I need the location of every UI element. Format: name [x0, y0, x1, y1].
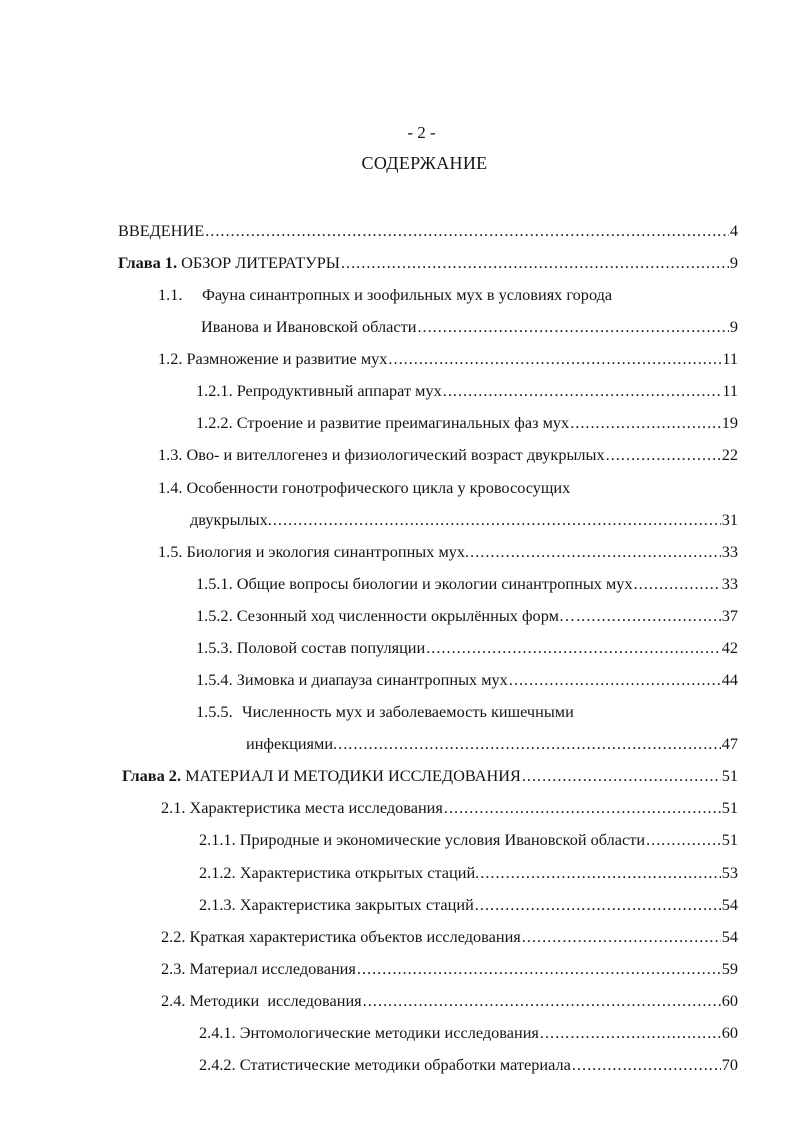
toc-entry-title: Репродуктивный аппарат мух [236, 381, 442, 400]
toc-entry-1-2-1 [196, 377, 738, 401]
toc-entry-chapter-1 [118, 249, 738, 273]
toc-entry-page: 19 [721, 413, 738, 432]
chapter-label: Глава 2. [122, 766, 182, 785]
toc-entry-page: 60 [721, 991, 738, 1010]
toc-entry-page: 22 [721, 445, 738, 464]
toc-entry-number: 2.1.3. [199, 895, 236, 914]
page-number: - 2 - [407, 123, 436, 142]
toc-entry-1-5 [158, 538, 738, 562]
toc-entry-number: 1.5.5. [196, 702, 233, 721]
toc-entry-number: 1.5.2. [196, 606, 233, 625]
toc-entry-2-3 [161, 955, 738, 979]
toc-entry-page: 53 [721, 863, 738, 882]
toc-entry-2-4 [161, 987, 738, 1011]
toc-entry-chapter-2 [122, 762, 738, 786]
toc-entry-title: Природные и экономические условия Ивановской области [239, 830, 646, 849]
toc-entry-number: 1.4. [158, 478, 183, 497]
toc-leader-dots [444, 798, 721, 818]
toc-entry-title: Характеристика места исследования [189, 798, 443, 817]
toc-entry-1-2-2 [196, 409, 738, 433]
toc-entry-page: 44 [721, 670, 738, 689]
toc-entry-number: 1.5.4. [196, 670, 233, 689]
toc-entry-title: Половой состав популяции [236, 638, 426, 657]
toc-leader-dots [480, 863, 720, 883]
toc-entry-page: 59 [721, 959, 738, 978]
toc-entry-1-5-5-line1 [196, 698, 574, 722]
toc-entry-title: Строение и развитие преимагинальных фаз мух [236, 413, 570, 432]
toc-entry-1-5-4 [196, 666, 738, 690]
toc-entry-2-1-1 [199, 826, 738, 850]
toc-entry-1-4-line2 [190, 506, 738, 530]
toc-entry-number: 1.5.3. [196, 638, 233, 657]
toc-entry-title: инфекциями. [246, 734, 338, 753]
toc-entry-number: 2.4.1. [199, 1023, 236, 1042]
toc-leader-dots [646, 830, 721, 850]
toc-entry-number: 2.1.2. [199, 863, 236, 882]
toc-entry-title: Иванова и Ивановской области [201, 317, 417, 336]
toc-entry-page: 33 [721, 542, 738, 561]
toc-entry-1-5-2 [196, 602, 738, 626]
toc-entry-title: МАТЕРИАЛ И МЕТОДИКИ ИССЛЕДОВАНИЯ [185, 766, 521, 785]
toc-entry-title: Сезонный ход численности окрылённых форм… [236, 606, 576, 625]
toc-entry-page: 11 [722, 349, 738, 368]
toc-entry-1-5-1 [196, 570, 738, 594]
toc-entry-2-2 [161, 923, 738, 947]
toc-leader-dots [572, 1055, 721, 1075]
toc-leader-dots [338, 734, 721, 754]
toc-entry-number: 2.4.2. [199, 1055, 236, 1074]
toc-entry-1-5-3 [196, 634, 738, 658]
toc-entry-number: 2.4. [161, 991, 186, 1010]
toc-entry-title: Характеристика открытых стаций. [239, 863, 480, 882]
toc-entry-page: 31 [721, 510, 738, 529]
toc-entry-page: 47 [721, 734, 738, 753]
toc-entry-2-1-2 [199, 859, 738, 883]
toc-leader-dots [522, 766, 721, 786]
toc-entry-title: Ово- и вителлогенез и физиологический возраст двукрылых [186, 445, 605, 464]
toc-entry-number: 1.2.1. [196, 381, 233, 400]
toc-entry-intro [118, 217, 738, 241]
toc-leader-dots [475, 895, 721, 915]
toc-entry-2-4-2 [199, 1051, 738, 1075]
toc-entry-title: Общие вопросы биологии и экологии синантропных мух [236, 574, 633, 593]
toc-entry-title: Методики исследования [189, 991, 362, 1010]
toc-entry-2-4-1 [199, 1019, 738, 1043]
toc-leader-dots [634, 574, 721, 594]
toc-entry-number: 1.1. [158, 285, 183, 304]
toc-leader-dots [540, 1023, 721, 1043]
toc-entry-title: ВВЕДЕНИЕ [118, 221, 205, 240]
toc-entry-page: 54 [721, 895, 738, 914]
toc-leader-dots [570, 413, 721, 433]
toc-entry-title: ОБЗОР ЛИТЕРАТУРЫ [181, 253, 340, 272]
page-title: СОДЕРЖАНИЕ [361, 153, 488, 173]
toc-entry-1-5-5-line2 [246, 730, 738, 754]
toc-entry-title: Биология и экология синантропных мух. [186, 542, 470, 561]
toc-entry-page: 54 [721, 927, 738, 946]
toc-entry-title: Статистические методики обработки материала [239, 1055, 571, 1074]
toc-entry-number: 1.5. [158, 542, 183, 561]
toc-entry-title: Зимовка и диапауза синантропных мух [236, 670, 508, 689]
toc-entry-page: 9 [729, 253, 738, 272]
toc-leader-dots [509, 670, 721, 690]
toc-entry-number: 2.2. [161, 927, 186, 946]
toc-leader-dots [426, 638, 721, 658]
toc-entry-1-1-line2 [201, 313, 738, 337]
toc-entry-number: 1.2. [158, 349, 183, 368]
toc-entry-page: 4 [729, 221, 738, 240]
toc-entry-number: 1.5.1. [196, 574, 233, 593]
toc-entry-2-1 [161, 794, 738, 818]
toc-entry-1-1-line1 [158, 281, 612, 305]
toc-entry-number: 2.1. [161, 798, 186, 817]
toc-entry-page: 11 [722, 381, 738, 400]
toc-entry-title: Энтомологические методики исследования [239, 1023, 539, 1042]
toc-entry-title: Особенности гонотрофического цикла у кровососущих [186, 478, 571, 497]
toc-leader-dots [443, 381, 722, 401]
toc-entry-number: 2.3. [161, 959, 186, 978]
toc-entry-title: Краткая характеристика объектов исследования [189, 927, 521, 946]
toc-leader-dots [363, 991, 721, 1011]
toc-entry-page: 51 [721, 766, 738, 785]
toc-entry-page: 60 [721, 1023, 738, 1042]
toc-entry-1-2 [158, 345, 738, 369]
toc-entry-title: Фауна синантропных и зоофильных мух в условиях города [202, 285, 613, 304]
toc-leader-dots [388, 349, 721, 369]
toc-entry-title: Материал исследования [189, 959, 356, 978]
toc-entry-number: 1.3. [158, 445, 183, 464]
toc-entry-page: 37 [721, 606, 738, 625]
toc-entry-page: 70 [721, 1055, 738, 1074]
toc-leader-dots [522, 927, 721, 947]
toc-entry-1-4-line1 [158, 474, 570, 498]
toc-leader-dots [470, 542, 721, 562]
toc-leader-dots [341, 253, 729, 273]
toc-entry-2-1-3 [199, 891, 738, 915]
toc-entry-page: 42 [721, 638, 738, 657]
toc-entry-number: 2.1.1. [199, 830, 236, 849]
toc-leader-dots [273, 510, 721, 530]
toc-leader-dots [417, 317, 728, 337]
toc-entry-title: Размножение и развитие мух [186, 349, 388, 368]
toc-leader-dots [606, 445, 721, 465]
toc-entry-1-3 [158, 441, 738, 465]
toc-entry-page: 51 [721, 798, 738, 817]
toc-entry-title: Характеристика закрытых стаций [239, 895, 474, 914]
toc-entry-number: 1.2.2. [196, 413, 233, 432]
toc-entry-title: Численность мух и заболеваемость кишечными [242, 702, 574, 721]
toc-leader-dots [357, 959, 721, 979]
toc-entry-page: 9 [729, 317, 738, 336]
toc-entry-page: 33 [721, 574, 738, 593]
toc-entry-title: двукрылых. [190, 510, 272, 529]
chapter-label: Глава 1. [118, 253, 178, 272]
toc-entry-page: 51 [721, 830, 738, 849]
toc-leader-dots [576, 606, 721, 626]
toc-leader-dots [205, 221, 729, 241]
